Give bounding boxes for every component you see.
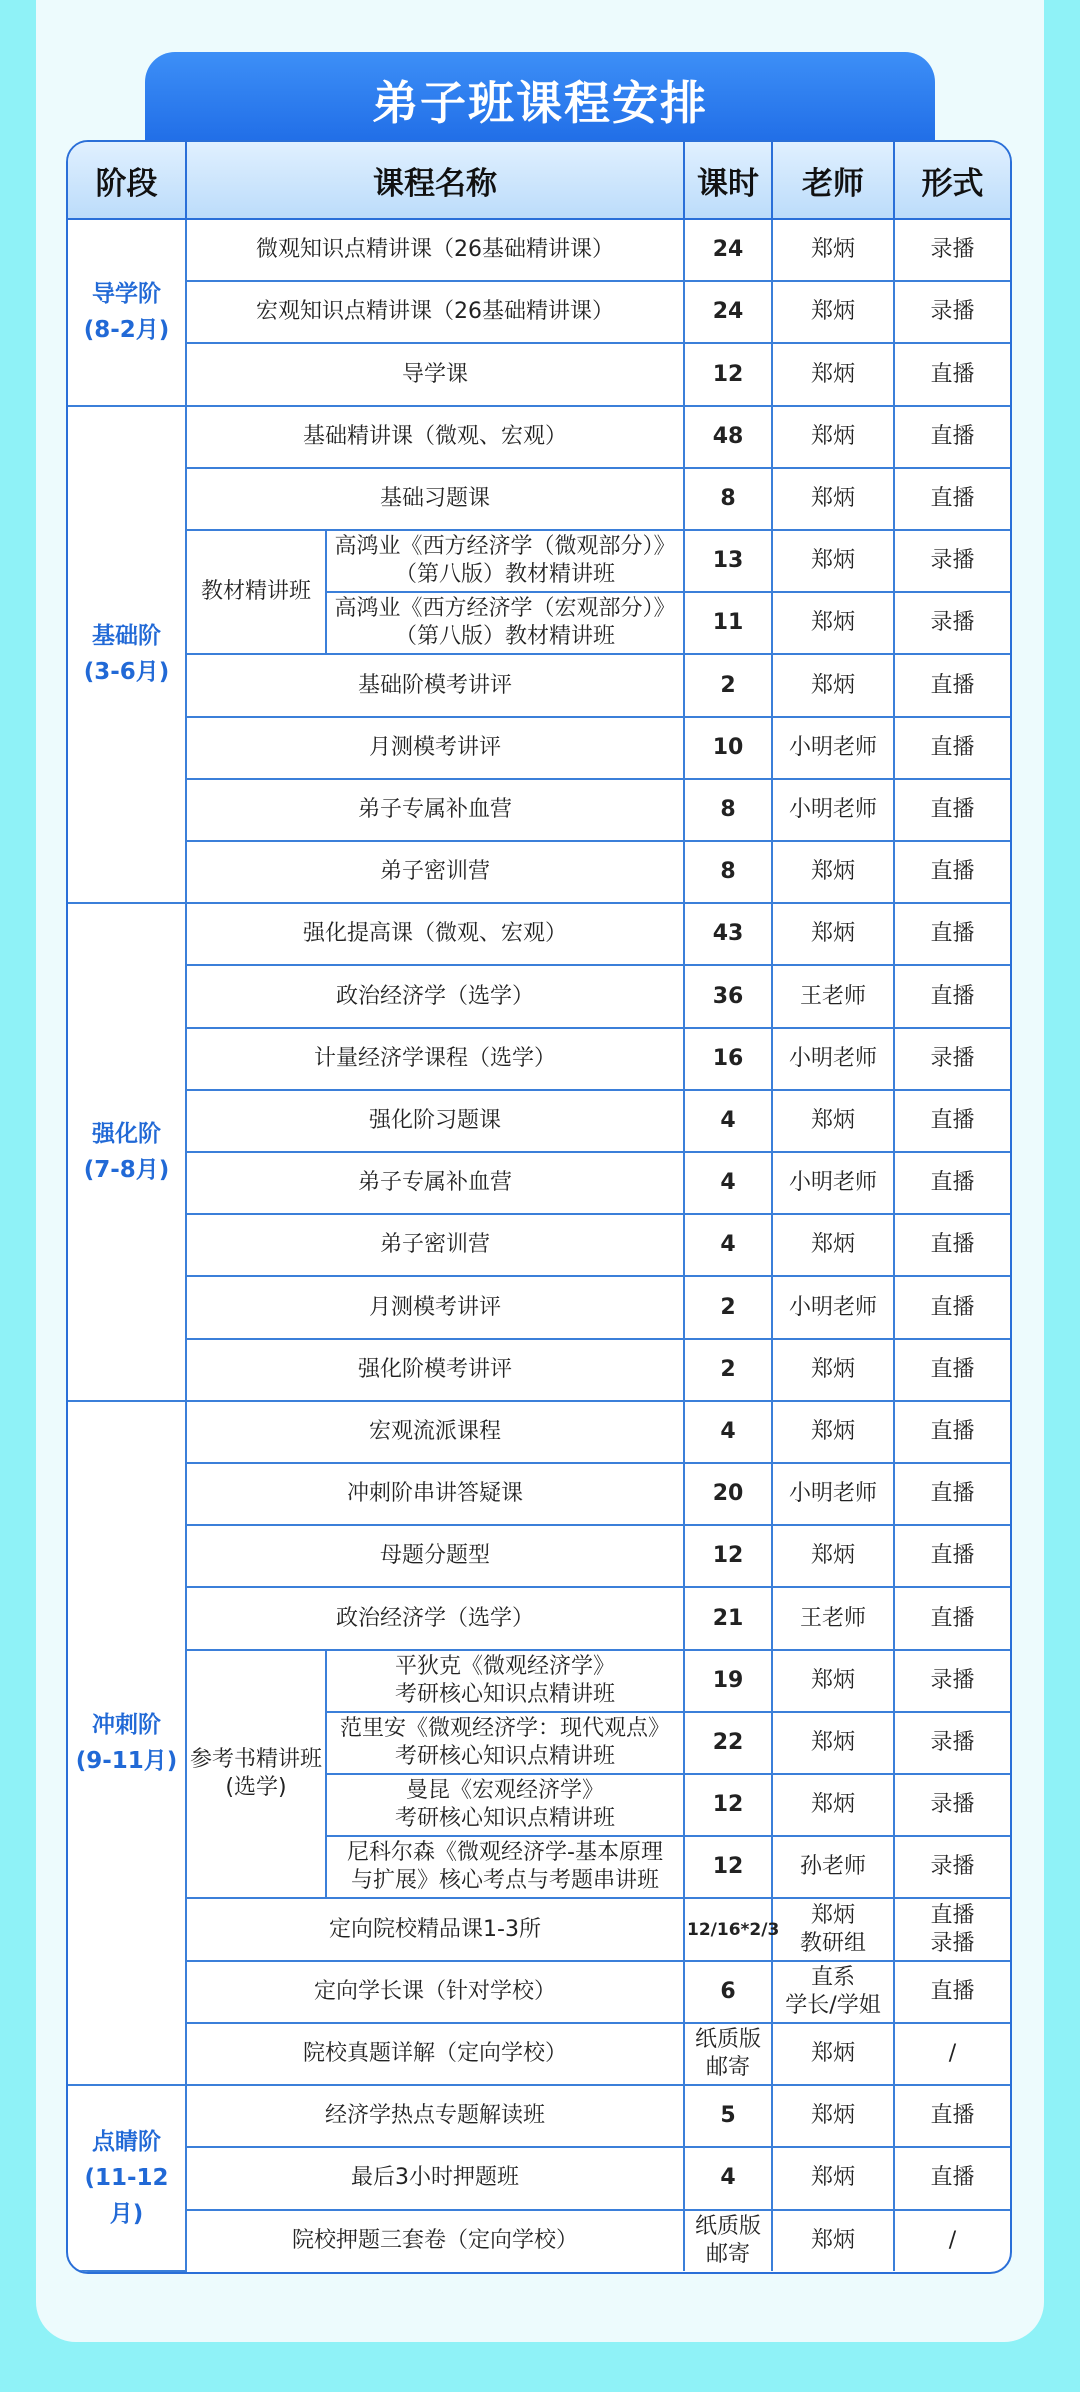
course-cell: 定向学长课（针对学校）	[186, 1961, 684, 2023]
teacher-cell: 直系 学长/学姐	[772, 1961, 894, 2023]
course-cell: 尼科尔森《微观经济学-基本原理 与扩展》核心考点与考题串讲班	[326, 1836, 684, 1898]
teacher-cell: 郑炳	[772, 343, 894, 405]
form-cell: 录播	[894, 592, 1010, 654]
form-cell: 直播	[894, 1401, 1010, 1463]
course-cell: 高鸿业《西方经济学（微观部分）》 （第八版）教材精讲班	[326, 530, 684, 592]
header-course: 课程名称	[186, 142, 684, 219]
teacher-cell: 郑炳	[772, 468, 894, 530]
form-cell: 直播	[894, 965, 1010, 1027]
course-cell: 冲刺阶串讲答疑课	[186, 1463, 684, 1525]
hours-cell: 13	[684, 530, 772, 592]
course-cell: 计量经济学课程（选学）	[186, 1028, 684, 1090]
stage-cell: 冲刺阶 (9-11月)	[68, 1401, 186, 2085]
teacher-cell: 郑炳	[772, 654, 894, 716]
teacher-cell: 郑炳	[772, 1525, 894, 1587]
table-row	[68, 1276, 1010, 1338]
form-cell: 直播	[894, 1152, 1010, 1214]
form-cell: 直播	[894, 717, 1010, 779]
table-row	[68, 1090, 1010, 1152]
table-row	[68, 1525, 1010, 1587]
course-cell: 弟子专属补血营	[186, 1152, 684, 1214]
teacher-cell: 郑炳	[772, 841, 894, 903]
table-row	[68, 1961, 1010, 2023]
course-cell: 母题分题型	[186, 1525, 684, 1587]
table-row	[68, 841, 1010, 903]
form-cell: 直播	[894, 406, 1010, 468]
hours-cell: 12	[684, 1525, 772, 1587]
hours-cell: 4	[684, 2147, 772, 2209]
course-cell: 基础阶模考讲评	[186, 654, 684, 716]
table-row	[68, 654, 1010, 716]
course-cell: 强化阶习题课	[186, 1090, 684, 1152]
table-row	[68, 1587, 1010, 1649]
form-cell: 直播	[894, 2085, 1010, 2147]
teacher-cell: 郑炳	[772, 281, 894, 343]
hours-cell: 24	[684, 219, 772, 281]
teacher-cell: 郑炳	[772, 2210, 894, 2272]
teacher-cell: 孙老师	[772, 1836, 894, 1898]
form-cell: 录播	[894, 1650, 1010, 1712]
teacher-cell: 郑炳 教研组	[772, 1898, 894, 1960]
form-cell: 录播	[894, 1712, 1010, 1774]
form-cell: 直播	[894, 1339, 1010, 1401]
course-cell: 高鸿业《西方经济学（宏观部分）》 （第八版）教材精讲班	[326, 592, 684, 654]
teacher-cell: 郑炳	[772, 219, 894, 281]
table-row	[68, 2085, 1010, 2147]
course-cell: 宏观流派课程	[186, 1401, 684, 1463]
form-cell: 直播	[894, 468, 1010, 530]
page-title: 弟子班课程安排	[145, 52, 935, 148]
stage-cell: 基础阶 (3-6月)	[68, 406, 186, 904]
teacher-cell: 郑炳	[772, 406, 894, 468]
stage-cell: 导学阶 (8-2月)	[68, 219, 186, 406]
form-cell: 录播	[894, 219, 1010, 281]
form-cell: 直播	[894, 1214, 1010, 1276]
hours-cell: 6	[684, 1961, 772, 2023]
course-cell: 最后3小时押题班	[186, 2147, 684, 2209]
teacher-cell: 小明老师	[772, 779, 894, 841]
table-row	[68, 779, 1010, 841]
hours-cell: 8	[684, 779, 772, 841]
teacher-cell: 王老师	[772, 1587, 894, 1649]
course-cell: 定向院校精品课1-3所	[186, 1898, 684, 1960]
teacher-cell: 小明老师	[772, 717, 894, 779]
hours-cell: 11	[684, 592, 772, 654]
hours-cell: 12	[684, 343, 772, 405]
form-cell: 直播	[894, 2147, 1010, 2209]
course-cell: 平狄克《微观经济学》 考研核心知识点精讲班	[326, 1650, 684, 1712]
teacher-cell: 郑炳	[772, 903, 894, 965]
table-row	[68, 406, 1010, 468]
stage-cell: 点睛阶 (11-12月)	[68, 2085, 186, 2271]
table-row	[68, 1028, 1010, 1090]
form-cell: 直播	[894, 1587, 1010, 1649]
teacher-cell: 郑炳	[772, 2147, 894, 2209]
teacher-cell: 小明老师	[772, 1028, 894, 1090]
form-cell: 录播	[894, 281, 1010, 343]
table-row	[68, 1152, 1010, 1214]
table-row	[68, 1463, 1010, 1525]
schedule-table	[66, 140, 1012, 2274]
table-row	[68, 2147, 1010, 2209]
table-row	[68, 219, 1010, 281]
table-row	[68, 717, 1010, 779]
table-row	[68, 903, 1010, 965]
hours-cell: 纸质版 邮寄	[684, 2023, 772, 2085]
hours-cell: 2	[684, 1276, 772, 1338]
course-cell: 弟子密训营	[186, 841, 684, 903]
hours-cell: 19	[684, 1650, 772, 1712]
hours-cell: 16	[684, 1028, 772, 1090]
table-row	[68, 2210, 1010, 2272]
table-row	[68, 468, 1010, 530]
teacher-cell: 小明老师	[772, 1463, 894, 1525]
hours-cell: 2	[684, 654, 772, 716]
hours-cell: 2	[684, 1339, 772, 1401]
course-cell: 范里安《微观经济学：现代观点》 考研核心知识点精讲班	[326, 1712, 684, 1774]
form-cell: 直播	[894, 841, 1010, 903]
header-form: 形式	[894, 142, 1010, 219]
form-cell: 直播	[894, 1961, 1010, 2023]
teacher-cell: 郑炳	[772, 1712, 894, 1774]
hours-cell: 4	[684, 1152, 772, 1214]
table-row	[68, 1650, 1010, 1712]
teacher-cell: 郑炳	[772, 1214, 894, 1276]
teacher-cell: 郑炳	[772, 2085, 894, 2147]
hours-cell: 24	[684, 281, 772, 343]
header-teacher: 老师	[772, 142, 894, 219]
hours-cell: 12	[684, 1774, 772, 1836]
hours-cell: 22	[684, 1712, 772, 1774]
group-cell: 教材精讲班	[186, 530, 326, 654]
form-cell: 录播	[894, 1028, 1010, 1090]
form-cell: 直播	[894, 1463, 1010, 1525]
hours-cell: 36	[684, 965, 772, 1027]
course-cell: 导学课	[186, 343, 684, 405]
form-cell: 直播 录播	[894, 1898, 1010, 1960]
course-cell: 基础习题课	[186, 468, 684, 530]
course-cell: 政治经济学（选学）	[186, 1587, 684, 1649]
form-cell: 直播	[894, 654, 1010, 716]
course-cell: 曼昆《宏观经济学》 考研核心知识点精讲班	[326, 1774, 684, 1836]
course-cell: 政治经济学（选学）	[186, 965, 684, 1027]
course-cell: 院校真题详解（定向学校）	[186, 2023, 684, 2085]
header-stage: 阶段	[68, 142, 186, 219]
teacher-cell: 郑炳	[772, 1774, 894, 1836]
teacher-cell: 小明老师	[772, 1276, 894, 1338]
form-cell: 直播	[894, 903, 1010, 965]
hours-cell: 20	[684, 1463, 772, 1525]
table-row	[68, 2023, 1010, 2085]
course-cell: 基础精讲课（微观、宏观）	[186, 406, 684, 468]
course-cell: 弟子密训营	[186, 1214, 684, 1276]
table-row	[68, 530, 1010, 592]
form-cell: 直播	[894, 1090, 1010, 1152]
hours-cell: 纸质版 邮寄	[684, 2210, 772, 2272]
hours-cell: 8	[684, 841, 772, 903]
table-row	[68, 1339, 1010, 1401]
form-cell: 录播	[894, 530, 1010, 592]
course-cell: 院校押题三套卷（定向学校）	[186, 2210, 684, 2272]
teacher-cell: 郑炳	[772, 1650, 894, 1712]
hours-cell: 4	[684, 1214, 772, 1276]
course-cell: 强化阶模考讲评	[186, 1339, 684, 1401]
table-row	[68, 281, 1010, 343]
group-cell: 参考书精讲班 (选学)	[186, 1650, 326, 1899]
course-cell: 微观知识点精讲课（26基础精讲课）	[186, 219, 684, 281]
form-cell: /	[894, 2023, 1010, 2085]
form-cell: 直播	[894, 779, 1010, 841]
course-cell: 月测模考讲评	[186, 717, 684, 779]
form-cell: 直播	[894, 1525, 1010, 1587]
teacher-cell: 小明老师	[772, 1152, 894, 1214]
teacher-cell: 王老师	[772, 965, 894, 1027]
course-cell: 经济学热点专题解读班	[186, 2085, 684, 2147]
hours-cell: 8	[684, 468, 772, 530]
teacher-cell: 郑炳	[772, 592, 894, 654]
course-cell: 强化提高课（微观、宏观）	[186, 903, 684, 965]
hours-cell: 4	[684, 1401, 772, 1463]
hours-cell: 12/16*2/3	[684, 1898, 772, 1960]
form-cell: 直播	[894, 1276, 1010, 1338]
table-row	[68, 965, 1010, 1027]
hours-cell: 43	[684, 903, 772, 965]
hours-cell: 5	[684, 2085, 772, 2147]
teacher-cell: 郑炳	[772, 1339, 894, 1401]
hours-cell: 12	[684, 1836, 772, 1898]
hours-cell: 48	[684, 406, 772, 468]
header-row	[68, 142, 1010, 219]
form-cell: 录播	[894, 1774, 1010, 1836]
teacher-cell: 郑炳	[772, 1090, 894, 1152]
teacher-cell: 郑炳	[772, 2023, 894, 2085]
form-cell: /	[894, 2210, 1010, 2272]
course-cell: 弟子专属补血营	[186, 779, 684, 841]
form-cell: 直播	[894, 343, 1010, 405]
stage-cell: 强化阶 (7-8月)	[68, 903, 186, 1401]
table-row	[68, 1214, 1010, 1276]
hours-cell: 4	[684, 1090, 772, 1152]
hours-cell: 10	[684, 717, 772, 779]
header-hours: 课时	[684, 142, 772, 219]
teacher-cell: 郑炳	[772, 1401, 894, 1463]
table-row	[68, 1401, 1010, 1463]
teacher-cell: 郑炳	[772, 530, 894, 592]
table-row	[68, 343, 1010, 405]
form-cell: 录播	[894, 1836, 1010, 1898]
course-cell: 宏观知识点精讲课（26基础精讲课）	[186, 281, 684, 343]
course-cell: 月测模考讲评	[186, 1276, 684, 1338]
table-row	[68, 1898, 1010, 1960]
hours-cell: 21	[684, 1587, 772, 1649]
